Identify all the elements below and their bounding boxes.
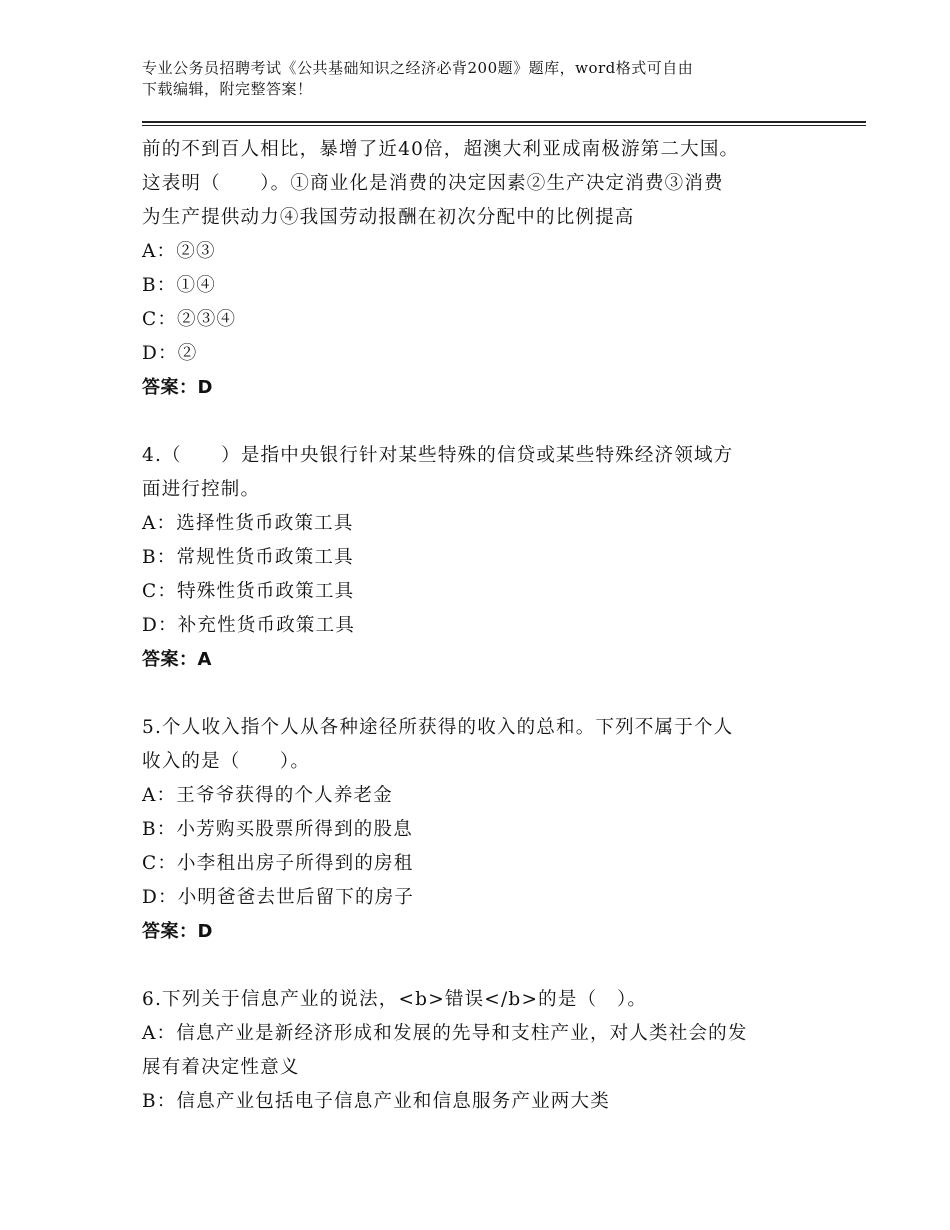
- question-stem-line: 收入的是（ ）。: [142, 751, 311, 772]
- header-line-1: 专业公务员招聘考试《公共基础知识之经济必背200题》题库，word格式可自由: [142, 59, 694, 77]
- option-d: D：小明爸爸去世后留下的房子: [142, 887, 415, 908]
- option-d: D：②: [142, 343, 198, 364]
- option-b: B：信息产业包括电子信息产业和信息服务产业两大类: [142, 1091, 610, 1112]
- option-a: A：王爷爷获得的个人养老金: [142, 785, 393, 806]
- question-stem-line: 6.下列关于信息产业的说法，<b>错误</b>的是（ ）。: [142, 989, 648, 1010]
- question-stem-line: 4.（ ）是指中央银行针对某些特殊的信贷或某些特殊经济领域方: [142, 445, 734, 466]
- question-stem-line: 为生产提供动力④我国劳动报酬在初次分配中的比例提高: [142, 207, 635, 228]
- spacer: [142, 677, 812, 711]
- header-divider-thick: [142, 121, 866, 123]
- question-6: [142, 983, 812, 1119]
- option-a: A：②③: [142, 241, 216, 262]
- option-a-line-1: A：信息产业是新经济形成和发展的先导和支柱产业，对人类社会的发: [142, 1023, 748, 1044]
- question-3: [142, 133, 812, 405]
- question-stem-line: 前的不到百人相比，暴增了近40倍，超澳大利亚成南极游第二大国。: [142, 139, 740, 160]
- question-stem-line: 面进行控制。: [142, 479, 261, 500]
- option-a-line-2: 展有着决定性意义: [142, 1057, 300, 1078]
- answer-line: 答案：D: [142, 921, 213, 942]
- header-line-2: 下载编辑，附完整答案！: [142, 80, 313, 98]
- option-c: C：②③④: [142, 309, 237, 330]
- option-a: A：选择性货币政策工具: [142, 513, 354, 534]
- spacer: [142, 949, 812, 983]
- option-c: C：小李租出房子所得到的房租: [142, 853, 414, 874]
- option-b: B：小芳购买股票所得到的股息: [142, 819, 413, 840]
- question-stem-line: 这表明（ ）。①商业化是消费的决定因素②生产决定消费③消费: [142, 173, 724, 194]
- option-b: B：①④: [142, 275, 216, 296]
- header-divider-thin: [142, 125, 866, 126]
- question-4: [142, 439, 812, 677]
- option-c: C：特殊性货币政策工具: [142, 581, 355, 602]
- question-stem-line: 5.个人收入指个人从各种途径所获得的收入的总和。下列不属于个人: [142, 717, 734, 738]
- answer-line: 答案：D: [142, 377, 213, 398]
- answer-line: 答案：A: [142, 649, 212, 670]
- option-d: D：补充性货币政策工具: [142, 615, 356, 636]
- question-list: [142, 133, 812, 1119]
- spacer: [142, 405, 812, 439]
- document-header: [142, 58, 812, 100]
- question-5: [142, 711, 812, 949]
- option-b: B：常规性货币政策工具: [142, 547, 354, 568]
